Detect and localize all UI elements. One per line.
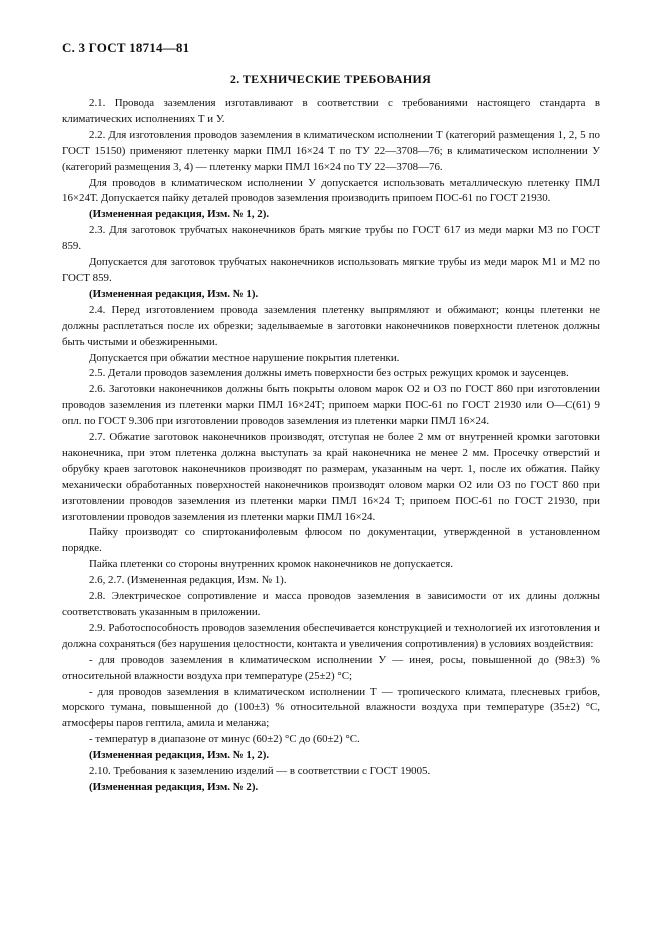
paragraph-2-2-note: Для проводов в климатическом исполнении У допускается использовать металлическую плетенку ПМЛ 16×24Т. Допускается пайку деталей проводов заземления производить припоем ПОС-61 по ГОСТ 21930. bbox=[62, 176, 600, 205]
amendment-note: (Измененная редакция, Изм. № 1, 2). bbox=[89, 749, 270, 762]
amendment-note: (Измененная редакция, Изм. № 2). bbox=[89, 780, 259, 793]
running-head: С. 3 ГОСТ 18714—81 bbox=[62, 40, 190, 55]
paragraph-2-7-note: Пайка плетенки со стороны внутренних кромок наконечников не допускается. bbox=[89, 558, 453, 571]
paragraph-2-2: 2.2. Для изготовления проводов заземления в климатическом исполнении Т (категорий размещения 1, 2, 5 по ГОСТ 15150) применяют плетенку марки ПМЛ 16×24 Т по ТУ 22—3708—76; в климатическом исполнении У (категорий размещения 3, 4) — плетенку марки ПМЛ 16×24 по ТУ 22—3708—76. bbox=[62, 128, 600, 173]
list-item-temperature: - температур в диапазоне от минус (60±2) °С до (60±2) °С. bbox=[89, 733, 360, 746]
amendment-note: (Измененная редакция, Изм. № 1, 2). bbox=[89, 208, 270, 221]
paragraph-2-6: 2.6. Заготовки наконечников должны быть покрыты оловом марок О2 и О3 по ГОСТ 860 при изготовлении проводов заземления из плетенки марки ПМЛ 16×24Т; припоем марки ПОС-61 по ГОСТ 21930 или О—С(61) 9 опл. по ГОСТ 9.306 при изготовлении проводов заземления из плетенки марки ПМЛ 16×24. bbox=[62, 383, 600, 428]
paragraph-2-10: 2.10. Требования к заземлению изделий — в соответствии с ГОСТ 19005. bbox=[89, 765, 431, 778]
paragraph-2-9: 2.9. Работоспособность проводов заземления обеспечивается конструкцией и технологией их изготовления и должна сохраняться (без нарушения целостности, контакта и увеличения сопротивления) в условиях воздействия: bbox=[62, 621, 600, 650]
amendment-note-2-6-2-7: 2.6, 2.7. (Измененная редакция, Изм. № 1). bbox=[89, 574, 287, 587]
list-item-climate-u: - для проводов заземления в климатическом исполнении У — инея, росы, повышенной до (98±3) % относительной влажности воздуха при температуре (25±2) °С; bbox=[62, 653, 600, 682]
amendment-note: (Измененная редакция, Изм. № 1). bbox=[89, 287, 259, 300]
paragraph-2-4-note: Допускается при обжатии местное нарушение покрытия плетенки. bbox=[89, 351, 400, 364]
paragraph-2-1: 2.1. Провода заземления изготавливают в соответствии с требованиями настоящего стандарта в климатических исполнениях Т и У. bbox=[62, 97, 600, 125]
section-body bbox=[62, 96, 600, 796]
paragraph-2-7: 2.7. Обжатие заготовок наконечников производят, отступая не более 2 мм от внутренней кромки заготовки наконечника, при этом плетенка должна выступать за край наконечника не менее 2 мм. Просечку отверстий и обрубку краев заготовок наконечников производят по размерам, указанным на черт. 1, после их обжатия. Пайку механически обработанных поверхностей наконечников производят оловом марки О2 или О3 по ГОСТ 860 при изготовлении проводов заземления из плетенки марки ПМЛ 16×24 Т; припоем ПОС-61 по ГОСТ 21930, при изготовлении проводов заземления из плетенки марки ПМЛ 16×24. bbox=[62, 431, 600, 523]
paragraph-2-3: 2.3. Для заготовок трубчатых наконечников брать мягкие трубы по ГОСТ 617 из меди марки М3 по ГОСТ 859. bbox=[62, 224, 600, 253]
section-title: 2. ТЕХНИЧЕСКИЕ ТРЕБОВАНИЯ bbox=[229, 72, 432, 86]
paragraph-2-4: 2.4. Перед изготовлением провода заземления плетенку выпрямляют и обжимают; концы плетенки не должны расплетаться после их обрезки; заделываемые в заготовки наконечников поверхности плетенок должны быть чистыми и обезжиренными. bbox=[62, 303, 600, 348]
paragraph-2-8: 2.8. Электрическое сопротивление и масса проводов заземления в зависимости от их длины должны соответствовать указанным в приложении. bbox=[62, 590, 600, 618]
paragraph-2-5: 2.5. Детали проводов заземления должны иметь поверхности без острых режущих кромок и заусенцев. bbox=[89, 367, 569, 380]
list-item-climate-t: - для проводов заземления в климатическом исполнении Т — тропического климата, плесневых грибов, морского тумана, повышенной до (100±3) % относительной влажности воздуха при температуре (35±2) °С, атмосферы паров гептила, амила и меланжа; bbox=[62, 685, 600, 730]
paragraph-2-3-note: Допускается для заготовок трубчатых наконечников использовать мягкие трубы из меди марок М1 и М2 по ГОСТ 859. bbox=[62, 256, 600, 284]
paragraph-2-7-soldering: Пайку производят со спиртоканифолевым флюсом по документации, утвержденной в установленном порядке. bbox=[62, 526, 600, 555]
